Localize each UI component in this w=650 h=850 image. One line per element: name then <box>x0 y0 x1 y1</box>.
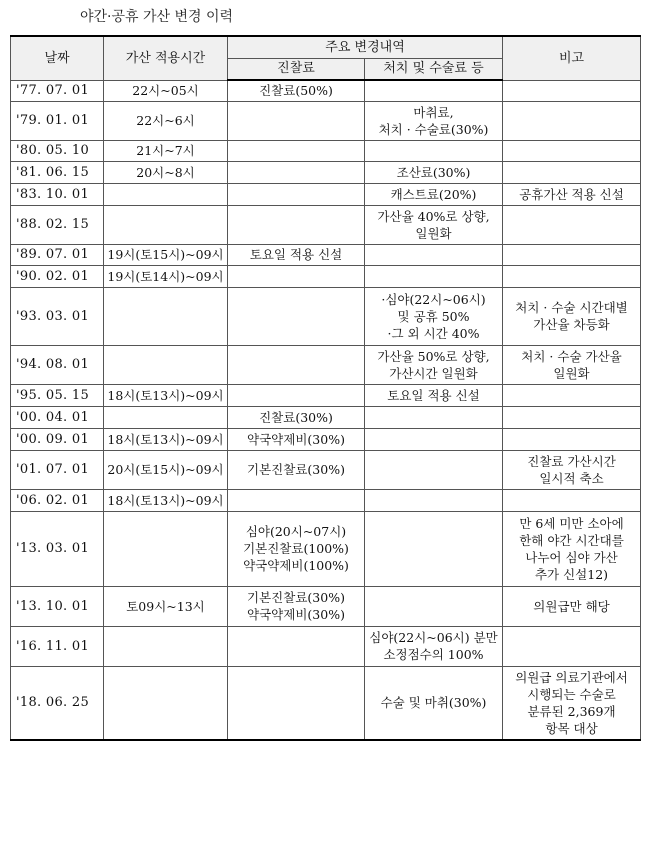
fee-cell-line: 기본진찰료(30%) <box>247 462 345 477</box>
note-cell-line: 추가 신설12) <box>534 566 609 582</box>
time-cell <box>104 287 228 345</box>
fee-cell-line: 심야(20시~07시) <box>245 524 347 539</box>
table-row <box>11 287 641 345</box>
header-time: 가산 적용시간 <box>104 36 228 80</box>
note-cell <box>503 205 641 244</box>
procedure-cell-line: 토요일 적용 신설 <box>387 387 480 403</box>
fee-cell <box>228 666 365 740</box>
table-row <box>11 80 641 101</box>
fee-cell <box>228 140 365 161</box>
procedure-cell-line: 및 공휴 50% <box>397 308 470 324</box>
fee-cell-line: 약국약제비(100%) <box>243 558 349 573</box>
procedure-cell <box>365 80 503 101</box>
date-cell: '18. 06. 25 <box>11 666 104 740</box>
procedure-cell <box>365 666 503 740</box>
table-row <box>11 161 641 183</box>
date-cell: '89. 07. 01 <box>11 244 104 265</box>
time-cell <box>104 183 228 205</box>
date-cell: '16. 11. 01 <box>11 626 104 666</box>
procedure-cell <box>365 384 503 406</box>
date-cell: '83. 10. 01 <box>11 183 104 205</box>
date-cell: '13. 10. 01 <box>11 586 104 626</box>
procedure-cell <box>365 489 503 511</box>
note-cell-line: 시행되는 수술로 <box>527 686 616 702</box>
table-row <box>11 626 641 666</box>
procedure-cell-line: 수술 및 마취(30%) <box>380 695 487 711</box>
fee-cell-line: 기본진찰료(30%) <box>247 590 345 605</box>
table-row <box>11 205 641 244</box>
header-main-changes: 주요 변경내역 <box>228 36 503 58</box>
date-cell: '06. 02. 01 <box>11 489 104 511</box>
procedure-cell <box>365 428 503 450</box>
table-row <box>11 428 641 450</box>
table-row <box>11 406 641 428</box>
table-row <box>11 511 641 586</box>
procedure-cell <box>365 183 503 205</box>
header-date: 날짜 <box>11 36 104 80</box>
date-cell: '94. 08. 01 <box>11 345 104 384</box>
procedure-cell <box>365 586 503 626</box>
note-cell-line: 나누어 심야 가산 <box>525 549 618 565</box>
header-procedure: 처치 및 수술료 등 <box>365 58 503 80</box>
table-row <box>11 244 641 265</box>
note-cell <box>503 140 641 161</box>
fee-cell <box>228 287 365 345</box>
procedure-cell-line: 마취료, <box>413 104 454 120</box>
date-cell: '13. 03. 01 <box>11 511 104 586</box>
procedure-cell-line: 소정점수의 100% <box>383 647 484 662</box>
fee-cell <box>228 265 365 287</box>
date-cell: '79. 01. 01 <box>11 101 104 140</box>
date-cell: '88. 02. 15 <box>11 205 104 244</box>
note-cell <box>503 489 641 511</box>
note-cell-line: 일원화 <box>553 365 590 381</box>
note-cell-line: 일시적 축소 <box>539 470 604 486</box>
fee-cell <box>228 244 365 265</box>
time-cell <box>104 666 228 740</box>
procedure-cell <box>365 511 503 586</box>
fee-cell-line: 토요일 적용 신설 <box>249 247 343 262</box>
time-cell: 19시(토15시)~09시 <box>104 244 228 265</box>
fee-cell <box>228 489 365 511</box>
time-cell <box>104 406 228 428</box>
note-cell-line: 항목 대상 <box>545 720 598 736</box>
procedure-cell <box>365 161 503 183</box>
fee-cell <box>228 428 365 450</box>
note-cell <box>503 428 641 450</box>
date-cell: '90. 02. 01 <box>11 265 104 287</box>
time-cell: 19시(토14시)~09시 <box>104 265 228 287</box>
date-cell: '81. 06. 15 <box>11 161 104 183</box>
procedure-cell <box>365 140 503 161</box>
note-cell <box>503 101 641 140</box>
time-cell: 18시(토13시)~09시 <box>104 489 228 511</box>
procedure-cell <box>365 406 503 428</box>
time-cell: 22시~05시 <box>104 80 228 101</box>
procedure-cell-line: 가산시간 일원화 <box>389 365 478 381</box>
note-cell <box>503 450 641 489</box>
note-cell-line: 가산율 차등화 <box>533 317 610 332</box>
note-cell-line: 처치 · 수술 시간대별 <box>515 300 628 315</box>
note-cell-line: 의원급만 해당 <box>533 598 610 614</box>
procedure-cell-line: 가산율 50%로 상향, <box>377 348 490 364</box>
table-row <box>11 384 641 406</box>
fee-cell-line: 진찰료(50%) <box>259 83 333 99</box>
table-row <box>11 140 641 161</box>
table-row <box>11 345 641 384</box>
note-cell <box>503 406 641 428</box>
note-cell-line: 만 6세 미만 소아에 <box>519 515 624 531</box>
note-cell-line: 의원급 의료기관에서 <box>515 669 628 685</box>
note-cell <box>503 183 641 205</box>
note-cell-line: 진찰료 가산시간 <box>527 453 616 469</box>
fee-cell-line: 진찰료(30%) <box>259 409 333 425</box>
page-title: 야간·공휴 가산 변경 이력 <box>80 9 234 25</box>
note-cell <box>503 511 641 586</box>
time-cell <box>104 345 228 384</box>
fee-cell-line: 약국약제비(30%) <box>247 607 345 622</box>
time-cell <box>104 511 228 586</box>
procedure-cell <box>365 450 503 489</box>
fee-cell <box>228 406 365 428</box>
date-cell: '95. 05. 15 <box>11 384 104 406</box>
note-cell <box>503 586 641 626</box>
procedure-cell-line: 가산율 40%로 상향, <box>377 208 490 224</box>
procedure-cell-line: 캐스트료(20%) <box>390 186 477 202</box>
note-cell <box>503 287 641 345</box>
time-cell: 21시~7시 <box>104 140 228 161</box>
time-cell: 20시~8시 <box>104 161 228 183</box>
procedure-cell-line: 처치 · 수술료(30%) <box>378 121 489 137</box>
note-cell <box>503 161 641 183</box>
table-row <box>11 586 641 626</box>
note-cell <box>503 244 641 265</box>
table-row <box>11 450 641 489</box>
fee-cell-line: 기본진찰료(100%) <box>243 541 349 556</box>
table-row <box>11 666 641 740</box>
date-cell: '80. 05. 10 <box>11 140 104 161</box>
table-body <box>11 80 641 740</box>
procedure-cell-line: ·그 외 시간 40% <box>387 325 480 341</box>
header-fee: 진찰료 <box>228 58 365 80</box>
note-cell <box>503 80 641 101</box>
procedure-cell-line: ·심야(22시~06시) <box>381 291 486 307</box>
note-cell <box>503 265 641 287</box>
fee-cell <box>228 205 365 244</box>
procedure-cell <box>365 101 503 140</box>
date-cell: '93. 03. 01 <box>11 287 104 345</box>
note-cell <box>503 345 641 384</box>
time-cell: 18시(토13시)~09시 <box>104 428 228 450</box>
time-cell <box>104 205 228 244</box>
note-cell-line: 한해 야간 시간대를 <box>519 532 624 548</box>
note-cell <box>503 666 641 740</box>
note-cell-line: 분류된 2,369개 <box>527 703 616 719</box>
fee-cell <box>228 586 365 626</box>
table-row <box>11 183 641 205</box>
date-cell: '01. 07. 01 <box>11 450 104 489</box>
procedure-cell <box>365 287 503 345</box>
table-row <box>11 101 641 140</box>
fee-cell <box>228 626 365 666</box>
time-cell: 토09시~13시 <box>104 586 228 626</box>
note-cell-line: 처치 · 수술 가산율 <box>521 348 622 364</box>
fee-cell <box>228 511 365 586</box>
procedure-cell <box>365 265 503 287</box>
fee-cell <box>228 450 365 489</box>
procedure-cell <box>365 626 503 666</box>
fee-cell <box>228 101 365 140</box>
procedure-cell <box>365 205 503 244</box>
note-cell-line: 공휴가산 적용 신설 <box>519 186 624 202</box>
time-cell: 22시~6시 <box>104 101 228 140</box>
date-cell: '00. 04. 01 <box>11 406 104 428</box>
fee-cell <box>228 183 365 205</box>
history-table <box>10 35 641 741</box>
fee-cell-line: 약국약제비(30%) <box>247 431 345 447</box>
procedure-cell-line: 조산료(30%) <box>396 164 471 180</box>
time-cell <box>104 626 228 666</box>
header-note: 비고 <box>503 36 641 80</box>
fee-cell <box>228 384 365 406</box>
table-row <box>11 265 641 287</box>
note-cell <box>503 384 641 406</box>
time-cell: 20시(토15시)~09시 <box>104 450 228 489</box>
fee-cell <box>228 80 365 101</box>
procedure-cell-line: 일원화 <box>415 225 452 241</box>
note-cell <box>503 626 641 666</box>
time-cell: 18시(토13시)~09시 <box>104 384 228 406</box>
date-cell: '00. 09. 01 <box>11 428 104 450</box>
procedure-cell <box>365 244 503 265</box>
fee-cell <box>228 161 365 183</box>
table-row <box>11 489 641 511</box>
procedure-cell <box>365 345 503 384</box>
fee-cell <box>228 345 365 384</box>
procedure-cell-line: 심야(22시~06시) 분만 <box>369 630 498 645</box>
date-cell: '77. 07. 01 <box>11 80 104 101</box>
